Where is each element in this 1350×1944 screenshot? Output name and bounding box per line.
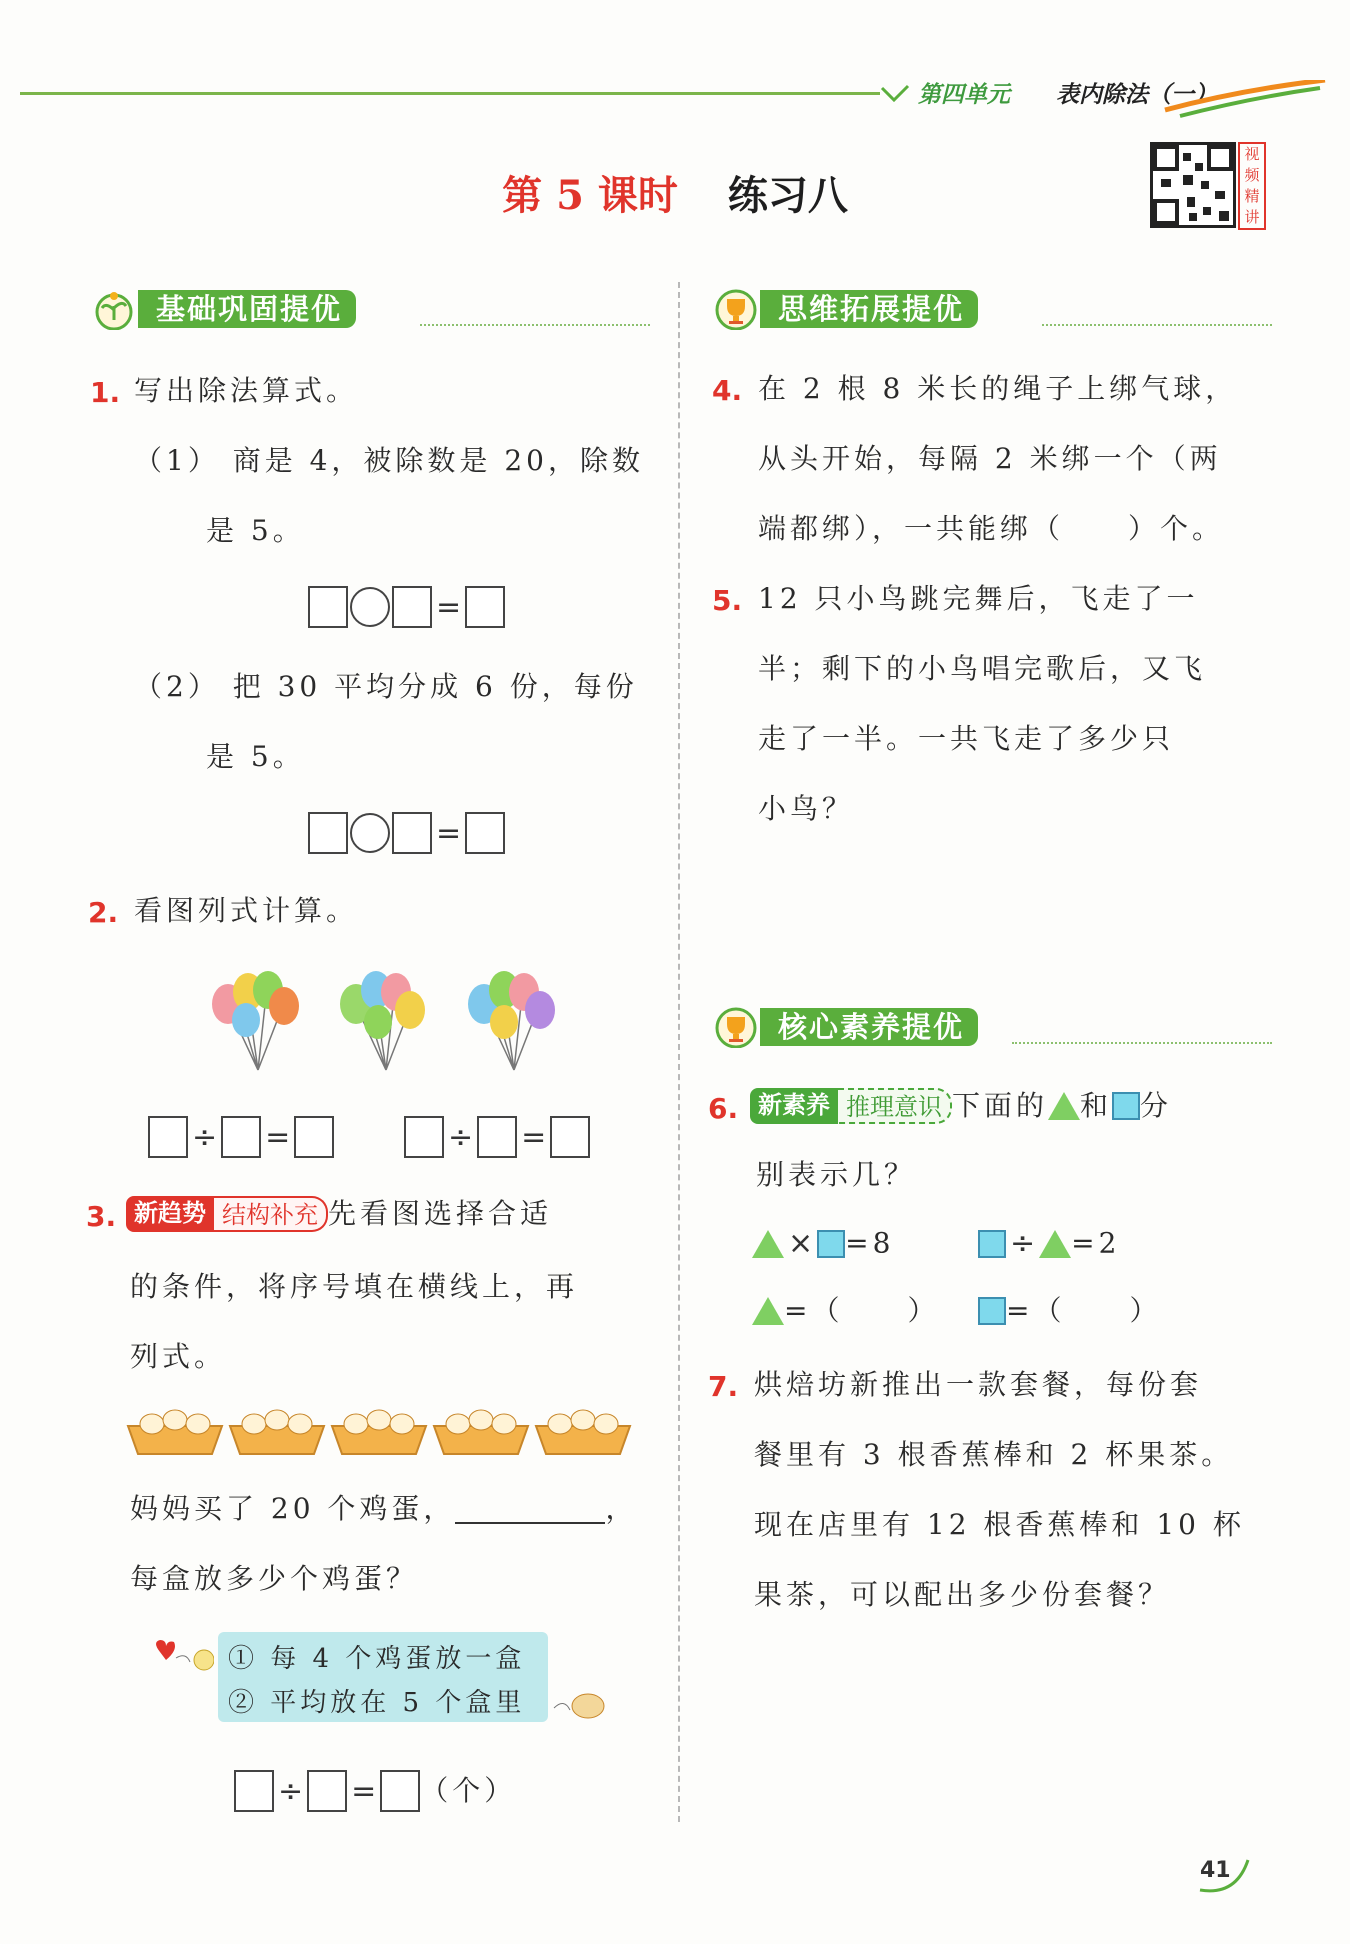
question-1-part2-line1: （2） 把 30 平均分成 6 份，每份 xyxy=(134,670,638,703)
equals-sign: = xyxy=(265,1119,291,1155)
answer-box[interactable] xyxy=(234,1770,274,1812)
egg-icon xyxy=(552,1688,608,1724)
structure-tag: 结构补充 xyxy=(214,1196,328,1232)
unit-label-ge: （个） xyxy=(420,1774,517,1807)
page-number: 41 xyxy=(1200,1858,1231,1883)
answer-box[interactable] xyxy=(465,812,505,854)
egg-box-icon xyxy=(128,1410,222,1454)
question-5-line4: 小鸟？ xyxy=(758,792,855,825)
page-swoosh-icon xyxy=(1196,1856,1256,1896)
question-1-part1-answer xyxy=(308,586,505,628)
qr-tag: 视频精讲 xyxy=(1238,142,1266,230)
answer-box[interactable] xyxy=(221,1116,261,1158)
question-2-answer-right xyxy=(404,1116,590,1158)
qr-code[interactable] xyxy=(1150,142,1236,228)
question-5-line1: 12 只小鸟跳完舞后，飞走了一 xyxy=(758,582,1199,615)
equation-1 xyxy=(752,1226,894,1261)
question-3-line4-text: 妈妈买了 20 个鸡蛋， xyxy=(130,1492,456,1525)
comma: ， xyxy=(605,1492,638,1525)
answer-box[interactable] xyxy=(392,812,432,854)
equation-1-value: =8 xyxy=(845,1226,895,1260)
triangle-icon xyxy=(752,1230,784,1258)
question-4-line1: 在 2 根 8 米长的绳子上绑气球， xyxy=(758,372,1238,405)
question-6-text-b: 和 xyxy=(1080,1089,1113,1122)
lesson-number: 第 5 课时 xyxy=(502,172,678,219)
question-7-line3: 现在店里有 12 根香蕉棒和 10 杯 xyxy=(754,1508,1245,1541)
question-2-number: 2. xyxy=(88,896,119,929)
lesson-title xyxy=(0,164,1350,221)
question-3-number: 3. xyxy=(86,1200,117,1233)
question-7-line2: 餐里有 3 根香蕉棒和 2 杯果茶。 xyxy=(754,1438,1234,1471)
question-6-line2: 别表示几？ xyxy=(756,1158,917,1191)
egg-box-icon xyxy=(332,1410,426,1454)
answer-box[interactable] xyxy=(308,812,348,854)
options-box xyxy=(218,1632,548,1722)
question-3-line5: 每盒放多少个鸡蛋？ xyxy=(130,1562,419,1595)
trend-tag: 新趋势 xyxy=(126,1196,214,1232)
equation-2-value: =2 xyxy=(1071,1226,1121,1260)
question-6-text-c: 分 xyxy=(1140,1089,1173,1122)
section-basic-title: 基础巩固提优 xyxy=(138,290,356,328)
heart-chick-icon xyxy=(150,1638,214,1682)
question-5-line3: 走了一半。一共飞走了多少只 xyxy=(758,722,1175,755)
question-6-number: 6. xyxy=(708,1092,739,1125)
square-icon xyxy=(978,1297,1006,1325)
divide-sign: ÷ xyxy=(448,1119,474,1155)
question-3-line3: 列式。 xyxy=(130,1340,227,1373)
column-divider xyxy=(678,282,680,1822)
question-2-stem: 看图列式计算。 xyxy=(134,894,359,927)
question-5-line2: 半；剩下的小鸟唱完歌后，又飞 xyxy=(758,652,1207,685)
question-1-number: 1. xyxy=(90,376,121,409)
answer-box[interactable] xyxy=(380,1770,420,1812)
swoosh-icon xyxy=(1160,80,1330,120)
question-3-line4 xyxy=(130,1494,637,1524)
equals-sign: = xyxy=(521,1119,547,1155)
equals-sign: = xyxy=(436,589,462,625)
operator-circle[interactable] xyxy=(350,587,390,627)
triangle-answer-blank: =（ ） xyxy=(784,1294,940,1327)
square-icon xyxy=(978,1230,1006,1258)
answer-box[interactable] xyxy=(465,586,505,628)
section-basic-dots xyxy=(420,324,650,326)
question-3-line2: 的条件，将序号填在横线上，再 xyxy=(130,1270,579,1303)
section-thinking xyxy=(712,286,1272,330)
triangle-answer[interactable] xyxy=(752,1296,939,1326)
question-1-stem: 写出除法算式。 xyxy=(134,374,359,407)
question-7-line4: 果茶，可以配出多少份套餐？ xyxy=(754,1578,1171,1611)
section-core-title: 核心素养提优 xyxy=(760,1008,978,1046)
square-answer[interactable] xyxy=(978,1296,1161,1326)
egg-box-icon xyxy=(230,1410,324,1454)
egg-boxes-image xyxy=(126,1404,636,1460)
reasoning-tag: 推理意识 xyxy=(838,1088,952,1124)
triangle-icon xyxy=(752,1297,784,1325)
egg-box-icon xyxy=(536,1410,630,1454)
divide-sign: ÷ xyxy=(278,1773,304,1809)
section-core-dots xyxy=(1012,1042,1272,1044)
question-4-line2: 从头开始，每隔 2 米绑一个（两 xyxy=(758,442,1222,475)
section-thinking-dots xyxy=(1042,324,1272,326)
operator-circle[interactable] xyxy=(350,813,390,853)
balloon-group-icon xyxy=(468,971,555,1070)
question-1-part2-line2: 是 5。 xyxy=(206,740,305,773)
section-thinking-title: 思维拓展提优 xyxy=(760,290,978,328)
question-3-line1-text: 先看图选择合适 xyxy=(328,1197,553,1230)
qr-pattern-icon xyxy=(1153,145,1233,225)
equals-sign: = xyxy=(351,1773,377,1809)
balloon-group-icon xyxy=(340,971,425,1070)
header-rule xyxy=(20,92,880,95)
condition-blank[interactable] xyxy=(455,1498,605,1524)
divide-sign: ÷ xyxy=(192,1119,218,1155)
option-1[interactable]: ① 每 4 个鸡蛋放一盒 xyxy=(228,1644,526,1674)
answer-box[interactable] xyxy=(392,586,432,628)
question-6-text-a: 下面的 xyxy=(952,1089,1049,1122)
question-4-number: 4. xyxy=(712,374,743,407)
square-answer-blank: =（ ） xyxy=(1006,1294,1162,1327)
question-3-answer xyxy=(234,1770,516,1812)
question-1-part2-answer xyxy=(308,812,505,854)
divide-sign: ÷ xyxy=(1010,1226,1036,1261)
question-3-line1 xyxy=(126,1196,552,1232)
question-7-line1: 烘焙坊新推出一款套餐，每份套 xyxy=(754,1368,1203,1401)
balloon-group-icon xyxy=(212,971,299,1070)
answer-box[interactable] xyxy=(148,1116,188,1158)
question-1-part1-line2: 是 5。 xyxy=(206,514,305,547)
question-2-answer-left xyxy=(148,1116,334,1158)
equation-2 xyxy=(978,1226,1120,1261)
egg-box-icon xyxy=(434,1410,528,1454)
triangle-icon xyxy=(1039,1230,1071,1258)
triangle-icon xyxy=(1048,1092,1080,1120)
leaf-icon xyxy=(880,84,910,104)
section-core xyxy=(712,1004,1272,1048)
answer-box[interactable] xyxy=(477,1116,517,1158)
question-1-part1-line1: （1） 商是 4，被除数是 20，除数 xyxy=(134,444,644,477)
literacy-tag: 新素养 xyxy=(750,1088,838,1124)
balloon-groups-image xyxy=(200,960,580,1080)
unit-title: 表内除法（一） xyxy=(1056,82,1217,108)
answer-box[interactable] xyxy=(404,1116,444,1158)
answer-box[interactable] xyxy=(294,1116,334,1158)
square-icon xyxy=(817,1230,845,1258)
answer-box[interactable] xyxy=(308,586,348,628)
multiply-sign: × xyxy=(788,1226,814,1261)
question-5-number: 5. xyxy=(712,584,743,617)
question-4-line3: 端都绑），一共能绑（ ）个。 xyxy=(758,512,1225,545)
question-7-number: 7. xyxy=(708,1370,739,1403)
unit-label: 第四单元 xyxy=(918,82,1010,108)
square-icon xyxy=(1112,1092,1140,1120)
equals-sign: = xyxy=(436,815,462,851)
option-2[interactable]: ② 平均放在 5 个盒里 xyxy=(228,1688,526,1718)
question-6-line1 xyxy=(750,1088,1172,1124)
answer-box[interactable] xyxy=(550,1116,590,1158)
section-basic xyxy=(90,286,650,330)
answer-box[interactable] xyxy=(307,1770,347,1812)
lesson-name: 练习八 xyxy=(727,172,848,219)
